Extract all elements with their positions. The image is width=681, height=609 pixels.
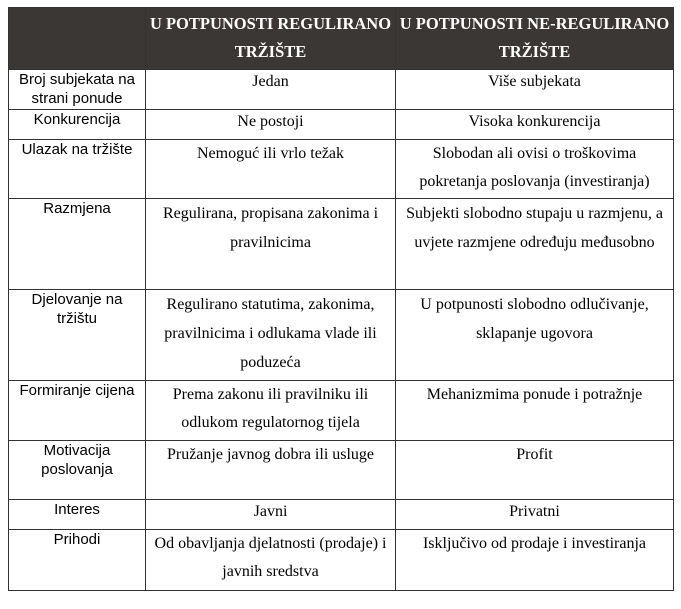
row-label: Razmjena [9,199,146,290]
row-label: Motivacija poslovanja [9,441,146,500]
comparison-table [8,7,674,591]
unregulated-value: Privatni [396,500,674,530]
table-row [9,199,674,290]
regulated-value: Pružanje javnog dobra ili usluge [146,441,396,500]
unregulated-value: Slobodan ali ovisi o troškovima pokretanja poslovanja (investiranja) [396,140,674,199]
unregulated-value: Mehanizmima ponude i potražnje [396,381,674,441]
regulated-value: Od obavljanja djelatnosti (prodaje) i javnih sredstva [146,530,396,591]
table-row [9,441,674,500]
regulated-value: Nemoguć ili vrlo težak [146,140,396,199]
regulated-value: Javni [146,500,396,530]
table-row [9,110,674,140]
regulated-value: Regulirana, propisana zakonima i pravilnicima [146,199,396,290]
row-label: Interes [9,500,146,530]
row-label: Broj subjekata na strani ponude [9,70,146,110]
unregulated-value: Subjekti slobodno stupaju u razmjenu, a uvjete razmjene određuju međusobno [396,199,674,290]
header-empty-cell [9,8,146,70]
table-row [9,381,674,441]
unregulated-value: Isključivo od prodaje i investiranja [396,530,674,591]
unregulated-value: Profit [396,441,674,500]
table-row [9,70,674,110]
unregulated-value: U potpunosti slobodno odlučivanje, sklapanje ugovora [396,290,674,381]
unregulated-value: Visoka konkurencija [396,110,674,140]
row-label: Prihodi [9,530,146,591]
row-label: Djelovanje na tržištu [9,290,146,381]
table-row [9,140,674,199]
row-label: Ulazak na tržište [9,140,146,199]
table-row [9,530,674,591]
unregulated-value: Više subjekata [396,70,674,110]
header-row [9,8,674,70]
header-unregulated: U POTPUNOSTI NE-REGULIRANO TRŽIŠTE [396,8,674,70]
regulated-value: Regulirano statutima, zakonima, pravilnicima i odlukama vlade ili poduzeća [146,290,396,381]
regulated-value: Jedan [146,70,396,110]
table-row [9,500,674,530]
table-row [9,290,674,381]
row-label: Konkurencija [9,110,146,140]
header-regulated: U POTPUNOSTI REGULIRANO TRŽIŠTE [146,8,396,70]
row-label: Formiranje cijena [9,381,146,441]
regulated-value: Prema zakonu ili pravilniku ili odlukom regulatornog tijela [146,381,396,441]
regulated-value: Ne postoji [146,110,396,140]
